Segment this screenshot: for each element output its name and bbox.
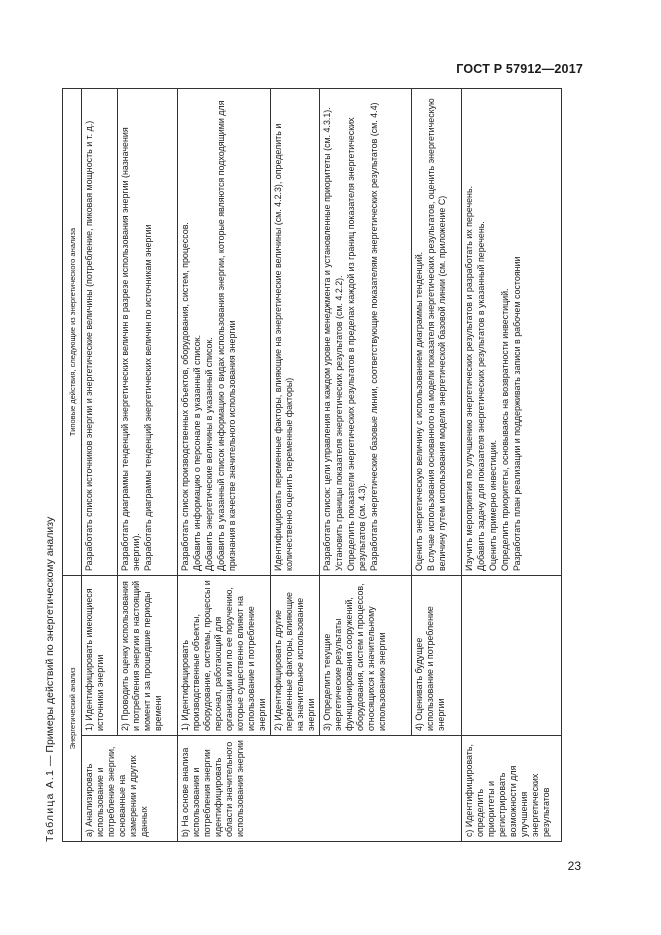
caption-label: Таблица А.1 (44, 768, 56, 842)
action-item: Добавить в указанный список информацию о видах использования энергии, которые являются подходящими для признания в качестве значительного использования энергии (216, 100, 237, 571)
rotated-table-sheet (40, 89, 562, 842)
page-number: 23 (567, 859, 581, 873)
action-item: Разработать диаграммы тенденций энергетических величин по источникам энергии (143, 224, 153, 571)
caption-text: — Примеры действий по энергетическому анализу (44, 516, 56, 769)
group-b-sub-4: 4) Оценивать будущее использование и потребление энергии (412, 576, 462, 736)
table-caption (40, 517, 60, 842)
action-item: Определить приоритеты, основываясь на возвратности инвестиций. (500, 288, 510, 571)
group-b-sub-2: 2) Идентифицировать другие переменные факторы, влияющие на значительное использование энергии (271, 576, 320, 736)
group-a-sub-2: 2) Проводить оценку использования и потребления энергии в настоящий момент и за прошедшие периоды времени (118, 576, 178, 736)
group-b-sub-3: 3) Определить текущие энергетические результаты функционирования сооружений, оборудования, систем и процессов, относящихся к значительному использованию энергии (320, 576, 412, 736)
energy-analysis-table (62, 88, 562, 842)
action-item: Разработать план реализации и поддерживать записи в рабочем состоянии (512, 256, 522, 571)
table-header-row (63, 89, 82, 842)
group-a-sub-1: 1) Идентифицировать имеющиеся источники энергии (82, 576, 118, 736)
action-item: Изучить мероприятия по улучшению энергетических результатов и разработать их перечень. (464, 185, 474, 571)
header-energy-analysis: Энергетический анализ (63, 576, 82, 842)
group-b-actions-3 (320, 89, 412, 576)
group-b-sub-1: 1) Идентифицировать производственные объекты, оборудование, системы, процессы и персонал, работающий для организации или по ее поручению, которые существенно влияют на использование и потребление энергии (178, 576, 271, 736)
document-code: ГОСТ Р 57912—2017 (456, 62, 583, 76)
group-c-sub (462, 576, 562, 736)
action-item: Разработать энергетические базовые линии, соответствующие показателям энергетических результатов (см. 4.4) (369, 102, 379, 571)
action-item: Добавить задачу для показателя энергетических результатов в указанный перечень. (476, 221, 486, 571)
group-b-actions-2 (271, 89, 320, 576)
action-item: Разработать список производственных объектов, оборудования, систем, процессов. (180, 222, 190, 571)
header-typical-actions: Типовые действия, следующие из энергетического анализа (63, 89, 82, 576)
group-c-actions (462, 89, 562, 576)
table-row (82, 89, 118, 842)
action-item: Установить границы показателя энергетических результатов (см. 4.2.2). (334, 275, 344, 571)
group-a-main: а) Анализировать использование и потребление энергии, основанные на измерении и других данных (82, 736, 178, 842)
action-item: Разработать список источников энергии и энергетические величины (потребление, пиковая мощность и т. д.) (84, 120, 94, 571)
action-item: Идентифицировать переменные факторы, влияющие на энергетические величины (см. 4.2.3), определить и количественно оценить переменные факторы) (273, 123, 294, 571)
action-item: Оценить примерно инвестиции. (488, 439, 498, 571)
action-item: Добавить информацию о персонале в указанный список. (192, 334, 202, 571)
action-item: Разработать диаграммы тенденций энергетических величин в разрезе использования энергии (назначения энергии). (120, 127, 141, 571)
group-b-actions-4 (412, 89, 462, 576)
table-row (118, 89, 178, 842)
group-a-actions-2 (118, 89, 178, 576)
table-row (462, 89, 562, 842)
table-row (178, 89, 271, 842)
table-row (271, 89, 320, 842)
action-item: Добавить энергетические величины в указанный список. (204, 337, 214, 571)
action-item: Разработать список: цели управления на каждом уровне менеджмента и установленные приоритеты (см. 4.3.1). (322, 107, 332, 571)
table-row (320, 89, 412, 842)
group-c-main: c) Идентифицировать, определить приоритеты и регистрировать возможности для улучшения энергетических результатов (462, 736, 562, 842)
group-a-actions-1 (82, 89, 118, 576)
table-row (412, 89, 462, 842)
action-item: В случае использования основанного на модели показателя энергетических результатов, оценить энергетическую величину путем использования модели энергетической базовой линии (см. приложение С) (426, 98, 447, 571)
group-b-actions-1 (178, 89, 271, 576)
action-item: Оценить энергетическую величину с использованием диаграммы тенденций. (414, 251, 424, 571)
action-item: Определить показатели энергетических результатов в пределах каждой из границ показателя энергетических результатов (см. 4.3). (346, 117, 367, 571)
group-b-main: b) На основе анализа использования и потребления энергии идентифицировать области значительного использования энергии (178, 736, 462, 842)
